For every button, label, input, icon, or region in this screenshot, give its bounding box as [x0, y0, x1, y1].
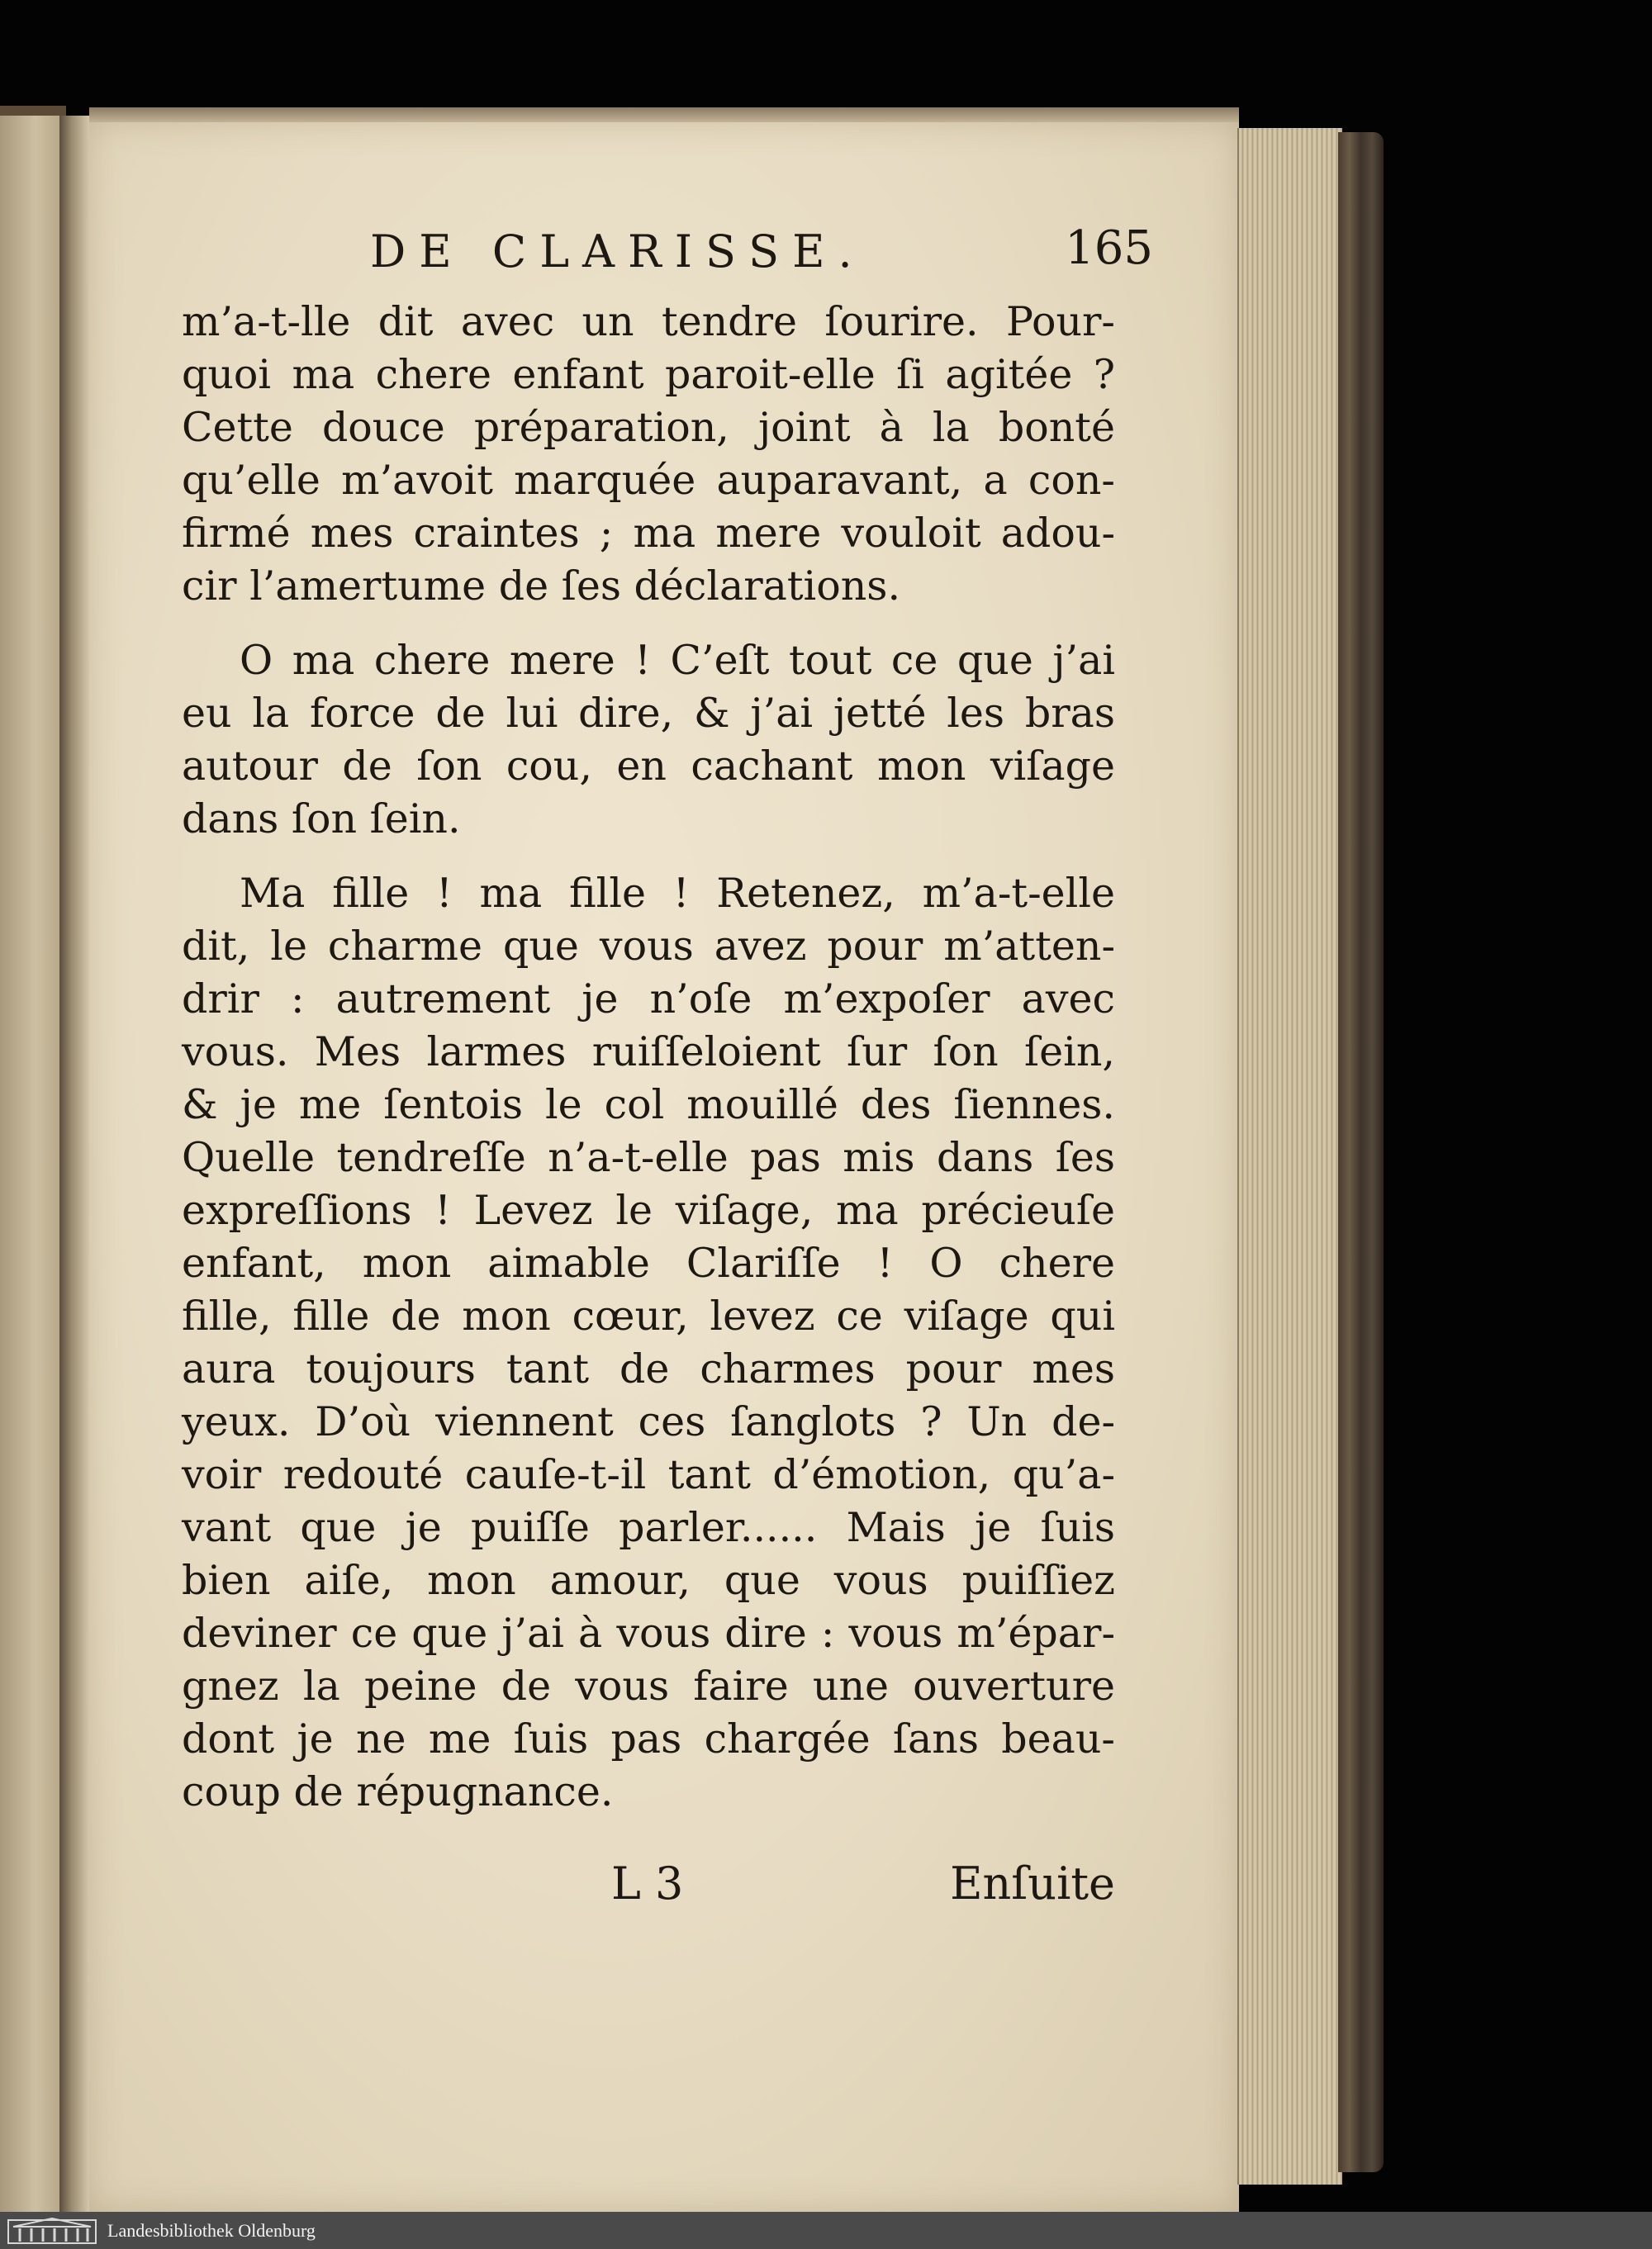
text-line: cir l’amertume de ſes déclarations. [182, 562, 901, 610]
signature-mark: L 3 [611, 1858, 684, 1910]
text-line: enfant, mon aimable Clariſſe ! O chere [182, 1240, 1115, 1287]
running-head: DE CLARISSE. [370, 225, 866, 278]
library-name: Landesbibliothek Oldenburg [107, 2220, 316, 2241]
library-building-icon [7, 2215, 97, 2245]
text-line: aura toujours tant de charmes pour mes [182, 1345, 1115, 1393]
back-cover-edge [1338, 132, 1384, 2172]
text-line: dit, le charme que vous avez pour m’atten- [182, 923, 1115, 970]
text-line: firmé mes craintes ; ma mere vouloit adou- [182, 510, 1115, 557]
text-line: coup de répugnance. [182, 1768, 614, 1815]
text-line: eu la force de lui dire, & j’ai jetté les bras [182, 690, 1115, 737]
text-line: voir redouté cauſe-t-il tant d’émotion, qu’a- [182, 1451, 1115, 1498]
text-line: Cette douce préparation, joint à la bonté [182, 404, 1115, 451]
page-text [89, 122, 1239, 2212]
text-line: gnez la peine de vous faire une ouverture [182, 1663, 1115, 1710]
page-block-edges [1237, 128, 1342, 2185]
page-number: 165 [1065, 221, 1153, 275]
text-line: m’a-t-lle dit avec un tendre ſourire. Pour- [182, 298, 1115, 345]
footer-bar [0, 2212, 1652, 2249]
catchword: Enſuite [950, 1858, 1115, 1910]
text-line: vant que je puiſſe parler...... Mais je ſuis [182, 1504, 1115, 1551]
text-line: autour de ſon cou, en cachant mon viſage [182, 743, 1115, 790]
text-line: Quelle tendreſſe n’a-t-elle pas mis dans ſes [182, 1134, 1115, 1181]
text-line: drir : autrement je n’oſe m’expoſer avec [182, 975, 1115, 1022]
text-line: Ma fille ! ma fille ! Retenez, m’a-t-elle [240, 870, 1115, 917]
text-line: dont je ne me ſuis pas chargée ſans beau- [182, 1715, 1115, 1763]
book-gutter [59, 116, 91, 2213]
text-line: yeux. D’où viennent ces ſanglots ? Un de- [182, 1398, 1115, 1445]
text-line: expreſſions ! Levez le viſage, ma précieuſe [182, 1187, 1115, 1234]
text-line: bien aiſe, mon amour, que vous puiſſiez [182, 1557, 1115, 1604]
text-line: dans ſon ſein. [182, 795, 461, 842]
text-line: deviner ce que j’ai à vous dire : vous m’épar- [182, 1610, 1115, 1657]
text-line: fille, fille de mon cœur, levez ce viſage qui [182, 1293, 1115, 1340]
text-line: quoi ma chere enfant paroit-elle ſi agitée ? [182, 351, 1115, 398]
text-line: O ma chere mere ! C’eſt tout ce que j’ai [240, 637, 1115, 684]
previous-page-edge [0, 116, 62, 2213]
text-line: qu’elle m’avoit marquée auparavant, a con- [182, 457, 1115, 504]
text-line: vous. Mes larmes ruiſſeloient ſur ſon ſein, [182, 1028, 1115, 1075]
text-line: & je me ſentois le col mouillé des ſiennes. [182, 1081, 1115, 1128]
